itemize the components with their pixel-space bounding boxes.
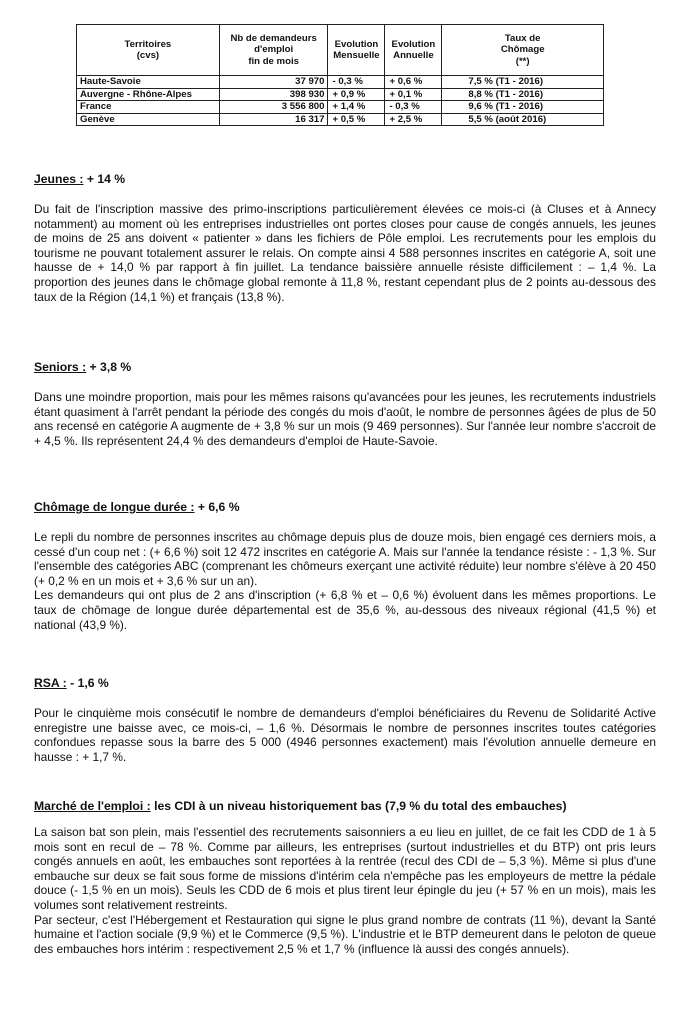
cell-territoire: Haute-Savoie [77,76,220,89]
header-nb-demandeurs: Nb de demandeurs d'emploi fin de mois [219,25,328,76]
section-heading [34,799,656,814]
table-row [77,113,604,126]
header-evolution-mensuelle: Evolution Mensuelle [328,25,385,76]
section-heading-title: Seniors : [34,360,87,374]
header-taux-chomage: Taux de Chômage (**) [442,25,604,76]
section-paragraph: Dans une moindre proportion, mais pour les mêmes raisons qu'avancées pour les jeunes, les recrutements industriels étant quasiment à l'arrêt pendant la période des congés du mois d'août, le nombre de personnes âgées de plus de 50 ans recensé en catégorie A augmente de + 3,8 % sur un mois (9 469 personnes). Sur l'année leur nombre s'accroit de + 4,5 %. Ils représentent 24,4 % des demandeurs d'emploi de Haute-Savoie. [34,390,656,448]
header-territoires: Territoires (cvs) [77,25,220,76]
cell-annuelle: - 0,3 % [385,101,442,114]
section-heading [34,360,656,375]
section-paragraph: Le repli du nombre de personnes inscrites au chômage depuis plus de douze mois, bien engagé ces derniers mois, a cessé d'un coup net : (+ 6,6 %) soit 12 472 inscrites en catégorie A. Mais sur l'année la tendance résiste : - 1,3 %. Sur l'ensemble des catégories ABC (comprenant les chômeurs exerçant une activité réduite) leur nombre s'élève à 20 450 (+ 0,2 % en un mois et + 3,6 % sur un an). Les demandeurs qui ont plus de 2 ans d'inscription (+ 6,8 % et – 0,6 %) évoluent dans les mêmes proportions. Le taux de chômage de longue durée départemental est de 35,6 %, au-dessous des niveaux régional (41,5 %) et national (43,9 %). [34,530,656,632]
section-heading-title: Jeunes : [34,172,84,186]
unemployment-table [76,24,604,126]
section-heading [34,676,656,691]
cell-nb: 16 317 [219,113,328,126]
section-heading-value: - 1,6 % [66,676,109,690]
cell-taux: 5,5 % (août 2016) [442,113,604,126]
section-paragraph: La saison bat son plein, mais l'essentiel des recrutements saisonniers a eu lieu en juillet, de ce fait les CDD de 1 à 5 mois sont en recul de – 78 %. Comme par ailleurs, les entreprises (surtout industrielles et du BTP) ont pris leurs congés annuels en août, les embauches sont reportées à la rentrée (recul des CDI de – 5,3 %). Même si plus d'une embauche sur deux se fait sous forme de missions d'intérim cela n'empêche pas les employeurs de mettre la pédale douce (- 1,5 % en un mois). Seuls les CDD de 6 mois et plus tirent leur épingle du jeu (+ 57 % en un mois), mais les volumes sont relativement restreints. Par secteur, c'est l'Hébergement et Restauration qui signe le plus grand nombre de contrats (11 %), devant la Santé humaine et l'action sociale (9,9 %) et le Commerce (9,5 %). L'industrie et le BTP demeurent dans le peloton de queue des embauches hors intérim : respectivement 2,5 % et 1,7 % (influence là aussi des congés annuels). [34,825,656,956]
section-heading-value: les CDI à un niveau historiquement bas (7,9 % du total des embauches) [150,799,567,813]
header-evolution-annuelle: Evolution Annuelle [385,25,442,76]
section-paragraph: Pour le cinquième mois consécutif le nombre de demandeurs d'emploi bénéficiaires du Revenu de Solidarité Active enregistre une baisse avec, ce mois-ci, – 1,6 %. Désormais le nombre de personnes inscrites toutes catégories confondues repasse sous la barre des 5 000 (4946 personnes exactement) mais l'évolution annuelle demeure en hausse : + 1,7 %. [34,706,656,764]
cell-nb: 37 970 [219,76,328,89]
section-heading [34,172,656,187]
cell-annuelle: + 0,1 % [385,88,442,101]
cell-taux: 7,5 % (T1 - 2016) [442,76,604,89]
table-row [77,76,604,89]
table-row [77,88,604,101]
cell-mensuelle: + 0,9 % [328,88,385,101]
section-heading-title: Marché de l'emploi : [34,799,151,813]
section-rsa [34,676,656,764]
cell-taux: 9,6 % (T1 - 2016) [442,101,604,114]
section-marche-emploi [34,799,656,956]
cell-annuelle: + 2,5 % [385,113,442,126]
cell-mensuelle: + 0,5 % [328,113,385,126]
cell-mensuelle: - 0,3 % [328,76,385,89]
section-heading [34,500,656,515]
cell-taux: 8,8 % (T1 - 2016) [442,88,604,101]
table-row [77,101,604,114]
cell-territoire: Auvergne - Rhône-Alpes [77,88,220,101]
section-jeunes [34,172,656,304]
cell-nb: 398 930 [219,88,328,101]
section-heading-value: + 14 % [83,172,126,186]
section-seniors [34,360,656,448]
section-paragraph: Du fait de l'inscription massive des primo-inscriptions particulièrement élevées ce mois-ci (à Cluses et à Annecy notamment) au moment où les entreprises industrielles ont portes closes pour cause de congés annuels, les jeunes de moins de 25 ans doivent « patienter » dans les fichiers de Pôle emploi. Les recrutements pour les emplois du tourisme ne pouvant totalement assurer le relais. On compte ainsi 4 588 personnes inscrites en catégorie A, soit une hausse de + 14,0 % par rapport à fin juillet. La tendance baissière annuelle résiste difficilement : – 1,4 %. La proportion des jeunes dans le chômage global remonte à 11,8 %, restant cependant plus de 2 points au-dessous des taux de la Région (14,1 %) et français (13,8 %). [34,202,656,304]
section-heading-value: + 6,6 % [194,500,240,514]
cell-territoire: Genève [77,113,220,126]
cell-nb: 3 556 800 [219,101,328,114]
section-heading-value: + 3,8 % [86,360,132,374]
section-heading-title: Chômage de longue durée : [34,500,195,514]
section-chomage-longue-duree [34,500,656,632]
cell-territoire: France [77,101,220,114]
cell-mensuelle: + 1,4 % [328,101,385,114]
section-heading-title: RSA : [34,676,67,690]
cell-annuelle: + 0,6 % [385,76,442,89]
table-header-row [77,25,604,76]
